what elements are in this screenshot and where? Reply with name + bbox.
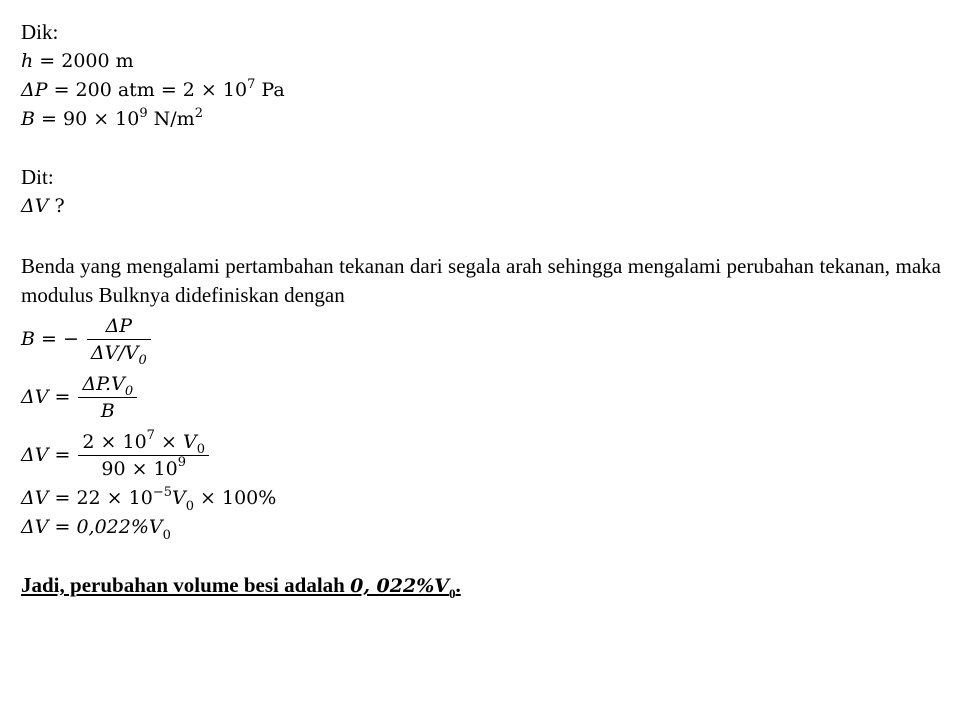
- spacer: [21, 542, 946, 571]
- b-symbol: B: [21, 108, 35, 130]
- eq3-numerator: $2 \times 10^7 \times V_0$: [82, 428, 205, 458]
- h-symbol: h: [21, 50, 34, 72]
- eq3-fraction: [78, 429, 209, 482]
- h-value: = 2000 m: [39, 50, 134, 72]
- eq3-lhs: ΔV =: [21, 444, 71, 466]
- eq2-fraction: [78, 371, 137, 424]
- b-value: = 90 × 10: [41, 108, 140, 130]
- known-heading: Dik:: [21, 20, 59, 44]
- dp-unit: Pa: [255, 79, 285, 101]
- conclusion-value: 0, 022%V: [350, 575, 449, 597]
- b-unit-exponent: 2: [194, 105, 203, 121]
- eq5-rhs: = 0,022%V: [48, 516, 163, 538]
- dp-symbol: ΔP: [21, 79, 48, 101]
- eq2-denominator: B: [100, 399, 115, 422]
- spacer: [21, 221, 946, 250]
- equation-volume-change-3: $\Delta V = 22 \times 10^{-5}V_0 \times 100\%$: [21, 484, 277, 514]
- spacer: [21, 134, 946, 163]
- eq1-fraction: [87, 313, 151, 369]
- eq2-lhs: ΔV =: [21, 386, 71, 408]
- conclusion-subscript: 0: [449, 586, 456, 602]
- dv-question: ?: [48, 195, 65, 217]
- eq1-denominator: $\Delta V/V_0$: [90, 341, 147, 369]
- eq3-denominator: $90 \times 10^9$: [101, 455, 186, 480]
- equation-volume-change-2: [21, 426, 946, 484]
- equation-bulk-modulus: [21, 310, 946, 368]
- eq2-numerator: $\Delta P.V_0$: [82, 372, 134, 400]
- eq4-rhs: = 22 × 10: [48, 487, 153, 509]
- b-unit: N/m: [147, 108, 195, 130]
- eq5-lhs: ΔV: [21, 516, 49, 538]
- eq1-lhs: B = −: [21, 328, 79, 350]
- eq4-lhs: ΔV: [21, 487, 49, 509]
- dp-exponent: 7: [247, 76, 256, 92]
- equation-volume-change-1: [21, 368, 946, 426]
- known-bulk-modulus: [21, 105, 946, 134]
- dp-value: = 200 atm = 2 × 10: [53, 79, 248, 101]
- eq4-exponent: −5: [152, 484, 172, 500]
- asked-heading: Dit:: [21, 165, 54, 189]
- conclusion-end: .: [455, 573, 461, 597]
- conclusion-text: Jadi, perubahan volume besi adalah: [21, 573, 351, 597]
- known-pressure-change: [21, 76, 946, 105]
- solution-document: [21, 18, 946, 601]
- known-h: [21, 47, 946, 76]
- explanation-paragraph: Benda yang mengalami pertambahan tekanan dari segala arah sehingga mengalami perubahan tekanan, maka modulus Bulknya didefiniskan dengan: [21, 254, 941, 307]
- asked-volume-change: [21, 192, 946, 221]
- eq1-numerator: ΔP: [105, 314, 133, 337]
- b-exponent: 9: [139, 105, 148, 121]
- conclusion: [21, 571, 946, 601]
- dv-symbol: ΔV: [21, 195, 49, 217]
- equation-volume-change-4: $\Delta V = 0,022\%V_0$: [21, 516, 171, 543]
